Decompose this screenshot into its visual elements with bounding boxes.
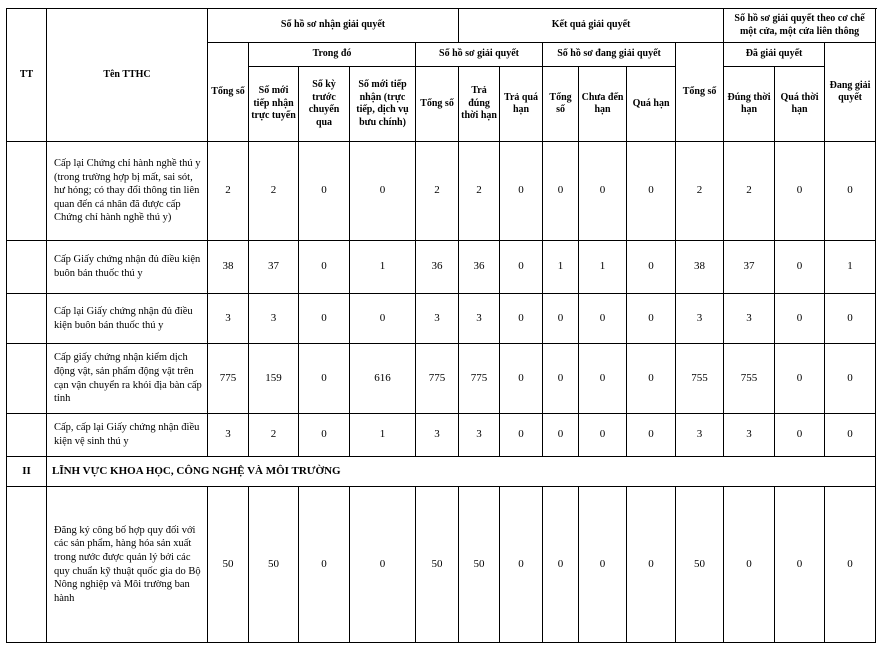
value-cell: 2 — [416, 142, 459, 241]
value-cell: 0 — [579, 487, 627, 643]
header-dung-thoi-han: Đúng thời hạn — [724, 67, 775, 142]
table-body — [7, 142, 876, 643]
header-qua-thoi-han: Quá thời hạn — [775, 67, 825, 142]
value-cell: 0 — [500, 487, 543, 643]
value-cell: 50 — [416, 487, 459, 643]
value-cell: 0 — [299, 414, 350, 457]
row-tt — [7, 142, 47, 241]
header-trong-do: Trong đó — [249, 43, 416, 67]
value-cell: 0 — [500, 142, 543, 241]
value-cell: 1 — [350, 414, 416, 457]
value-cell: 775 — [208, 344, 249, 414]
header-tong-so-giai-quyet: Tổng số — [416, 67, 459, 142]
value-cell: 0 — [775, 344, 825, 414]
value-cell: 0 — [579, 142, 627, 241]
value-cell: 2 — [208, 142, 249, 241]
value-cell: 0 — [627, 142, 676, 241]
header-tong-so-dang: Tổng số — [543, 67, 579, 142]
value-cell: 3 — [724, 294, 775, 344]
header-da-giai-quyet-group: Số hồ sơ giải quyết — [416, 43, 543, 67]
row-tt — [7, 241, 47, 294]
value-cell: 3 — [459, 294, 500, 344]
value-cell: 0 — [350, 487, 416, 643]
value-cell: 775 — [459, 344, 500, 414]
header-tra-dung-thoi-han: Trả đúng thời hạn — [459, 67, 500, 142]
value-cell: 0 — [775, 241, 825, 294]
header-so-ho-so-nhan: Số hồ sơ nhận giải quyết — [208, 9, 459, 43]
value-cell: 0 — [500, 414, 543, 457]
header-ket-qua: Kết quả giải quyết — [459, 9, 724, 43]
header-tra-qua-han: Trả quá hạn — [500, 67, 543, 142]
table-row — [7, 294, 876, 344]
procedure-name: Cấp lại Giấy chứng nhận đủ điều kiện buôn bán thuốc thú y — [47, 294, 208, 344]
value-cell: 0 — [543, 414, 579, 457]
value-cell: 1 — [350, 241, 416, 294]
section-title: LĨNH VỰC KHOA HỌC, CÔNG NGHỆ VÀ MÔI TRƯỜNG — [47, 457, 876, 487]
value-cell: 616 — [350, 344, 416, 414]
value-cell: 0 — [350, 142, 416, 241]
value-cell: 3 — [676, 294, 724, 344]
value-cell: 3 — [459, 414, 500, 457]
value-cell: 37 — [249, 241, 299, 294]
value-cell: 0 — [627, 241, 676, 294]
value-cell: 0 — [579, 414, 627, 457]
value-cell: 0 — [299, 142, 350, 241]
value-cell: 1 — [543, 241, 579, 294]
value-cell: 50 — [208, 487, 249, 643]
value-cell: 0 — [627, 487, 676, 643]
value-cell: 50 — [459, 487, 500, 643]
header-tong-so-nhan: Tổng số — [208, 43, 249, 142]
value-cell: 0 — [543, 344, 579, 414]
value-cell: 0 — [825, 414, 876, 457]
header-so-moi-truc-tiep: Số mới tiếp nhận (trực tiếp, dịch vụ bưu chính) — [350, 67, 416, 142]
value-cell: 0 — [775, 294, 825, 344]
value-cell: 3 — [416, 294, 459, 344]
header-tong-so-mot-cua: Tổng số — [676, 43, 724, 142]
value-cell: 38 — [208, 241, 249, 294]
value-cell: 0 — [500, 294, 543, 344]
row-tt — [7, 294, 47, 344]
value-cell: 50 — [676, 487, 724, 643]
value-cell: 3 — [208, 414, 249, 457]
value-cell: 0 — [627, 414, 676, 457]
value-cell: 38 — [676, 241, 724, 294]
section-row — [7, 457, 876, 487]
header-so-moi-truc-tuyen: Số mới tiếp nhận trực tuyến — [249, 67, 299, 142]
value-cell: 775 — [416, 344, 459, 414]
procedure-name: Đăng ký công bố hợp quy đối với các sản phẩm, hàng hóa sản xuất trong nước được quản lý bởi các quy chuẩn kỹ thuật quốc gia do Bộ Nông nghiệp và Môi trường ban hành — [47, 487, 208, 643]
value-cell: 0 — [724, 487, 775, 643]
value-cell: 36 — [459, 241, 500, 294]
header-mot-cua: Số hồ sơ giải quyết theo cơ chế một cửa, một cửa liên thông — [724, 9, 876, 43]
value-cell: 3 — [724, 414, 775, 457]
value-cell: 50 — [249, 487, 299, 643]
value-cell: 0 — [299, 344, 350, 414]
value-cell: 0 — [299, 487, 350, 643]
value-cell: 2 — [459, 142, 500, 241]
value-cell: 0 — [825, 142, 876, 241]
value-cell: 755 — [724, 344, 775, 414]
row-tt — [7, 487, 47, 643]
procedure-name: Cấp lại Chứng chỉ hành nghề thú y (trong trường hợp bị mất, sai sót, hư hỏng; có thay đổi thông tin liên quan đến cá nhân đã được cấp Chứng chỉ hành nghề thú y) — [47, 142, 208, 241]
procedure-name: Cấp giấy chứng nhận kiểm dịch động vật, sản phẩm động vật trên cạn vận chuyển ra khỏi địa bàn cấp tỉnh — [47, 344, 208, 414]
value-cell: 37 — [724, 241, 775, 294]
row-tt — [7, 414, 47, 457]
header-ten-tthc: Tên TTHC — [47, 9, 208, 142]
value-cell: 0 — [825, 344, 876, 414]
value-cell: 0 — [627, 294, 676, 344]
procedure-name: Cấp Giấy chứng nhận đủ điều kiện buôn bán thuốc thú y — [47, 241, 208, 294]
value-cell: 0 — [825, 294, 876, 344]
section-number: II — [7, 457, 47, 487]
value-cell: 36 — [416, 241, 459, 294]
report-table — [6, 8, 876, 643]
value-cell: 2 — [249, 142, 299, 241]
value-cell: 0 — [627, 344, 676, 414]
value-cell: 0 — [775, 414, 825, 457]
value-cell: 3 — [208, 294, 249, 344]
header-tt: TT — [7, 9, 47, 142]
value-cell: 755 — [676, 344, 724, 414]
header-da-giai-quyet: Đã giải quyết — [724, 43, 825, 67]
value-cell: 0 — [543, 142, 579, 241]
value-cell: 0 — [579, 344, 627, 414]
value-cell: 1 — [579, 241, 627, 294]
value-cell: 0 — [350, 294, 416, 344]
table-row — [7, 344, 876, 414]
header-chua-den-han: Chưa đến hạn — [579, 67, 627, 142]
header-dang-giai-quyet: Đang giải quyết — [825, 43, 876, 142]
value-cell: 0 — [543, 487, 579, 643]
header-so-ky-truoc: Số kỳ trước chuyển qua — [299, 67, 350, 142]
table-row — [7, 142, 876, 241]
value-cell: 3 — [676, 414, 724, 457]
value-cell: 0 — [543, 294, 579, 344]
value-cell: 2 — [249, 414, 299, 457]
value-cell: 2 — [676, 142, 724, 241]
value-cell: 0 — [775, 142, 825, 241]
table-row — [7, 487, 876, 643]
value-cell: 1 — [825, 241, 876, 294]
value-cell: 2 — [724, 142, 775, 241]
procedure-name: Cấp, cấp lại Giấy chứng nhận điều kiện vệ sinh thú y — [47, 414, 208, 457]
value-cell: 0 — [775, 487, 825, 643]
value-cell: 159 — [249, 344, 299, 414]
value-cell: 0 — [299, 294, 350, 344]
value-cell: 3 — [249, 294, 299, 344]
value-cell: 0 — [825, 487, 876, 643]
row-tt — [7, 344, 47, 414]
header-qua-han: Quá hạn — [627, 67, 676, 142]
value-cell: 0 — [500, 344, 543, 414]
value-cell: 0 — [500, 241, 543, 294]
value-cell: 0 — [299, 241, 350, 294]
value-cell: 3 — [416, 414, 459, 457]
table-row — [7, 414, 876, 457]
value-cell: 0 — [579, 294, 627, 344]
header-dang-giai-quyet-group: Số hồ sơ đang giải quyết — [543, 43, 676, 67]
table-row — [7, 241, 876, 294]
